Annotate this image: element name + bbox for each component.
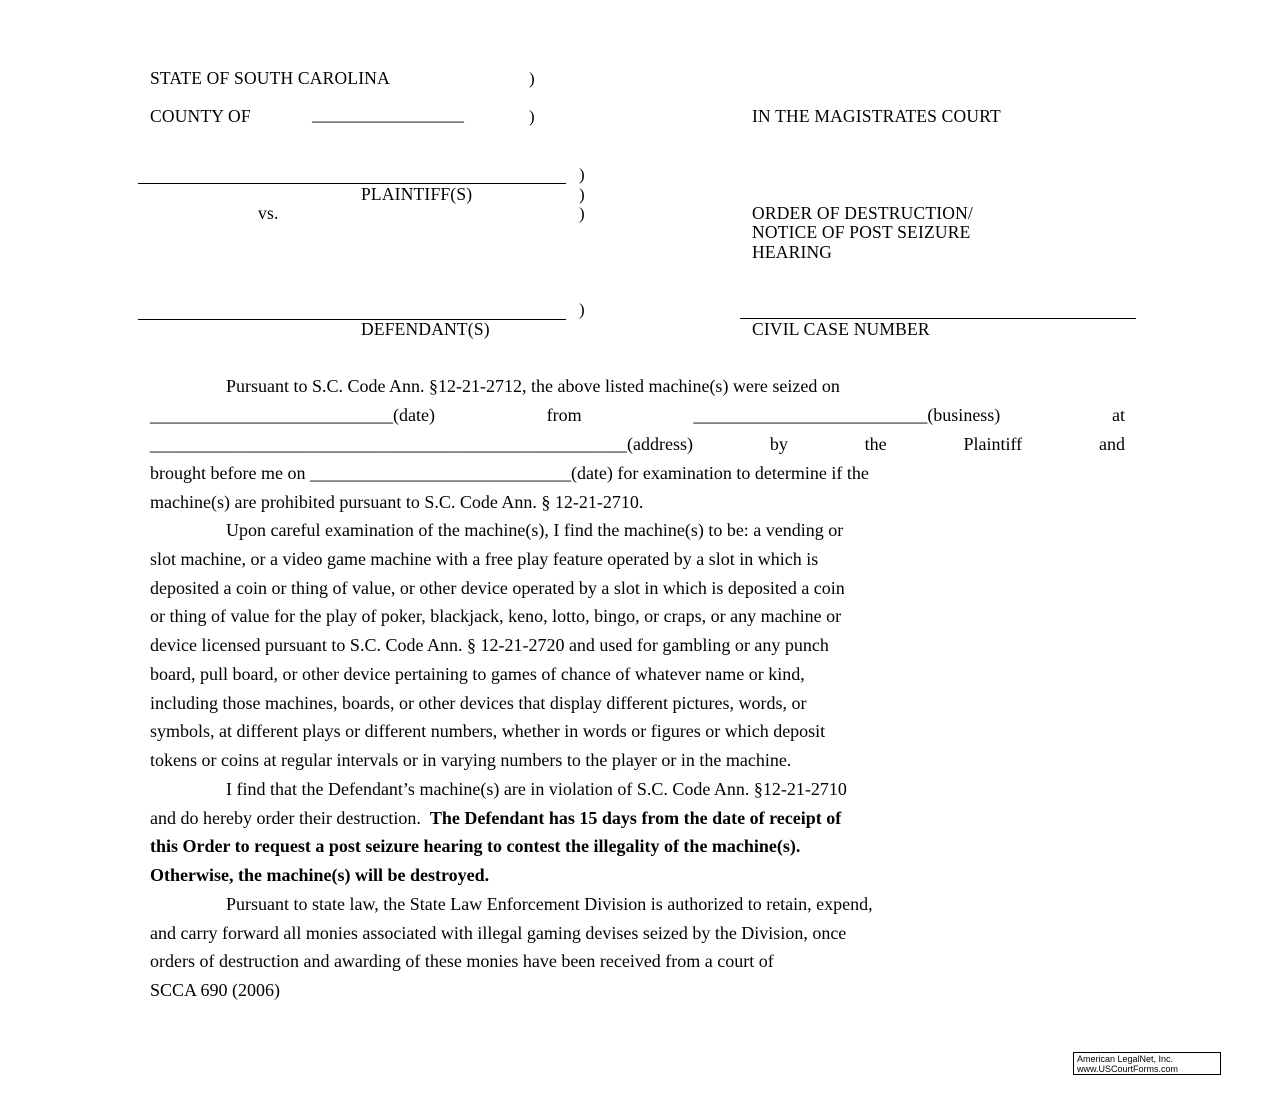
para2-line: slot machine, or a video game machine with a free play feature operated by a slot in which is (150, 549, 819, 569)
para4-line: Pursuant to state law, the State Law Enforcement Division is authorized to retain, expend, (226, 894, 873, 914)
para3-line (150, 804, 1125, 833)
state-label: STATE OF SOUTH CAROLINA (150, 68, 390, 88)
defendant-label: DEFENDANT(S) (361, 319, 490, 339)
para3-line: I find that the Defendant’s machine(s) are in violation of S.C. Code Ann. §12-21-2710 (226, 779, 847, 799)
publisher-url[interactable]: www.USCourtForms.com (1077, 1064, 1179, 1074)
publisher-name: American LegalNet, Inc. (1077, 1054, 1174, 1064)
examination-date-line[interactable]: brought before me on _____________________________(date) for examination to determine if the (150, 463, 869, 483)
para3-bold: The Defendant has 15 days from the date of receipt of (429, 808, 842, 828)
plaintiff-name-line[interactable] (138, 183, 566, 184)
caption-paren: ) (529, 107, 535, 126)
para1-line: machine(s) are prohibited pursuant to S.C. Code Ann. § 12-21-2710. (150, 492, 644, 512)
order-title-line1: ORDER OF DESTRUCTION/ (752, 203, 974, 223)
para1-word: from (546, 405, 582, 425)
county-blank[interactable]: _________________ (312, 104, 465, 124)
caption-paren: ) (579, 300, 585, 319)
para2-line: symbols, at different plays or different numbers, whether in words or figures or which deposit (150, 721, 826, 741)
para1-line (150, 401, 1125, 430)
para2-line: Upon careful examination of the machine(s), I find the machine(s) to be: a vending or (226, 520, 844, 540)
order-title-line3: HEARING (752, 242, 833, 262)
seized-date-field[interactable]: ___________________________(date) (150, 405, 435, 425)
case-number-label: CIVIL CASE NUMBER (752, 319, 930, 339)
para3-line (150, 832, 1125, 861)
para3-bold: Otherwise, the machine(s) will be destroyed. (150, 865, 490, 885)
order-title-line2: NOTICE OF POST SEIZURE (752, 222, 971, 242)
plaintiff-label: PLAINTIFF(S) (361, 184, 473, 204)
publisher-badge (1073, 1052, 1221, 1075)
form-id: SCCA 690 (2006) (150, 980, 281, 1000)
para4-line: orders of destruction and awarding of these monies have been received from a court of (150, 951, 774, 971)
para1-word: by (769, 434, 788, 454)
para4-line: and carry forward all monies associated with illegal gaming devises seized by the Division, once (150, 923, 847, 943)
para1-line (150, 430, 1125, 459)
para3-bold: this Order to request a post seizure hearing to contest the illegality of the machine(s). (150, 836, 801, 856)
para1-word: the (864, 434, 887, 454)
para1-line (150, 372, 1125, 401)
para2-line: or thing of value for the play of poker, blackjack, keno, lotto, bingo, or craps, or any machine or (150, 606, 842, 626)
county-label: COUNTY OF (150, 106, 251, 126)
court-label: IN THE MAGISTRATES COURT (752, 106, 1001, 126)
para1-word: Plaintiff (963, 434, 1023, 454)
vs-label: vs. (258, 203, 279, 223)
caption-paren: ) (579, 204, 585, 223)
para3-plain: and do hereby order their destruction. (150, 808, 421, 828)
para1-word: and (1098, 434, 1125, 454)
para1-text: Pursuant to S.C. Code Ann. §12-21-2712, the above listed machine(s) were seized on (226, 376, 840, 396)
caption-paren: ) (579, 165, 585, 184)
para3-line (150, 861, 1125, 890)
address-field[interactable]: _____________________________________________________(address) (150, 434, 693, 454)
caption-paren: ) (579, 185, 585, 204)
business-field[interactable]: __________________________(business) (693, 405, 1001, 425)
para1-word: at (1111, 405, 1125, 425)
para2-line: board, pull board, or other device pertaining to games of chance of whatever name or kind, (150, 664, 805, 684)
para2-line: tokens or coins at regular intervals or in varying numbers to the player or in the machine. (150, 750, 792, 770)
caption-paren: ) (529, 69, 535, 88)
para2-line: deposited a coin or thing of value, or other device operated by a slot in which is deposited a coin (150, 578, 845, 598)
defendant-name-line[interactable] (138, 319, 566, 320)
para2-line: device licensed pursuant to S.C. Code Ann. § 12-21-2720 and used for gambling or any punch (150, 635, 829, 655)
para2-line: including those machines, boards, or other devices that display different pictures, words, or (150, 693, 807, 713)
